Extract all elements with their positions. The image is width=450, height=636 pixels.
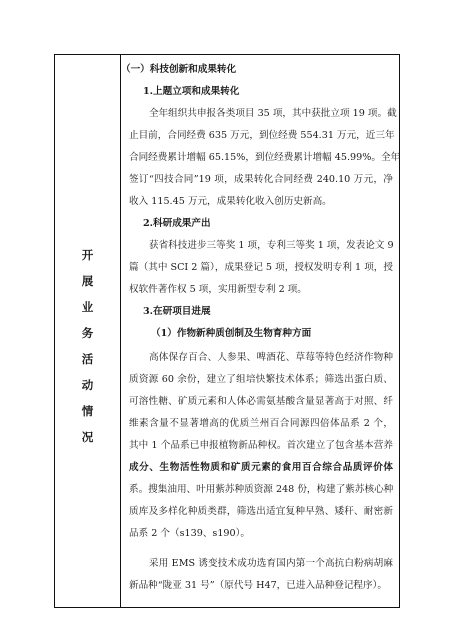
- paragraph-line: 系。搜集油用、叶用紫苏种质资源 248 份，构建了紫苏核心种: [129, 484, 394, 495]
- paragraph-line: 新品种“陇亚 31 号”（原代号 H47，已进入品种登记程序）。: [129, 580, 388, 591]
- paragraph-line: 全年组织共申报各类项目 35 项，其中获批立项 19 项。截: [149, 108, 397, 119]
- paragraph-line: 篇（其中 SCI 2 篇），成果登记 5 项，授权发明专利 1 项，授: [129, 262, 393, 273]
- section-title: （一）科技创新和成果转化: [121, 64, 237, 75]
- paragraph-line: 止目前，合同经费 635 万元，到位经费 554.31 万元，近三年: [129, 130, 395, 141]
- paragraph-line: 品系 2 个（s139、s190）。: [129, 528, 251, 539]
- side-label-char: 开: [81, 248, 94, 262]
- side-label-char: 况: [81, 430, 94, 444]
- subheading-crop-germplasm: （1）作物新种质创制及生物育种方面: [151, 328, 312, 339]
- paragraph-line: 获省科技进步三等奖 1 项，专利三等奖 1 项，发表论文 9: [149, 240, 394, 251]
- side-label-char: 活: [81, 352, 94, 366]
- paragraph-line: 其中 1 个品系已申报植物新品种权。首次建立了包含基本营养: [129, 440, 393, 451]
- paragraph-line: 成分、生物活性物质和矿质元素的食用百合综合品质评价体: [129, 462, 393, 473]
- side-label-column: [55, 55, 121, 607]
- heading-research-output: 2.科研成果产出: [143, 218, 211, 229]
- paragraph-line: 质资源 60 余份，建立了组培快繁技术体系；筛选出蛋白质、: [129, 374, 393, 385]
- paragraph-line: 采用 EMS 诱变技术成功选育国内第一个高抗白粉病胡麻: [149, 558, 393, 569]
- side-label-char: 情: [81, 404, 94, 418]
- paragraph-line: 合同经费累计增幅 65.15%，到位经费累计增幅 45.99%。全年: [129, 152, 401, 163]
- paragraph-line: 权软件著作权 5 项，实用新型专利 2 项。: [129, 284, 307, 295]
- heading-ongoing-projects: 3.在研项目进展: [143, 306, 211, 317]
- side-label: [55, 242, 120, 450]
- paragraph-line: 高体保存百合、人参果、啤酒花、草莓等特色经济作物种: [149, 352, 393, 363]
- content-column: [121, 55, 399, 607]
- paragraph-line: 可溶性糖、矿质元素和人体必需氨基酸含量显著高于对照、纤: [129, 396, 393, 407]
- paragraph-line: 收入 115.45 万元，成果转化收入创历史新高。: [129, 196, 332, 207]
- paragraph-line: 维素含量不显著增高的优质兰州百合同源四倍体品系 2 个，: [129, 418, 393, 429]
- side-label-char: 动: [81, 378, 94, 392]
- side-label-char: 务: [81, 326, 94, 340]
- paragraph-line: 质库及多样化种质类群，筛选出适宜复种早熟、矮秆、耐密新: [129, 506, 393, 517]
- report-table: [54, 54, 400, 608]
- side-label-char: 业: [81, 300, 94, 314]
- paragraph-line: 签订“四技合同”19 项，成果转化合同经费 240.10 万元，净: [129, 174, 393, 185]
- heading-project-approval: 1.上题立项和成果转化: [143, 86, 240, 97]
- side-label-char: 展: [81, 274, 94, 288]
